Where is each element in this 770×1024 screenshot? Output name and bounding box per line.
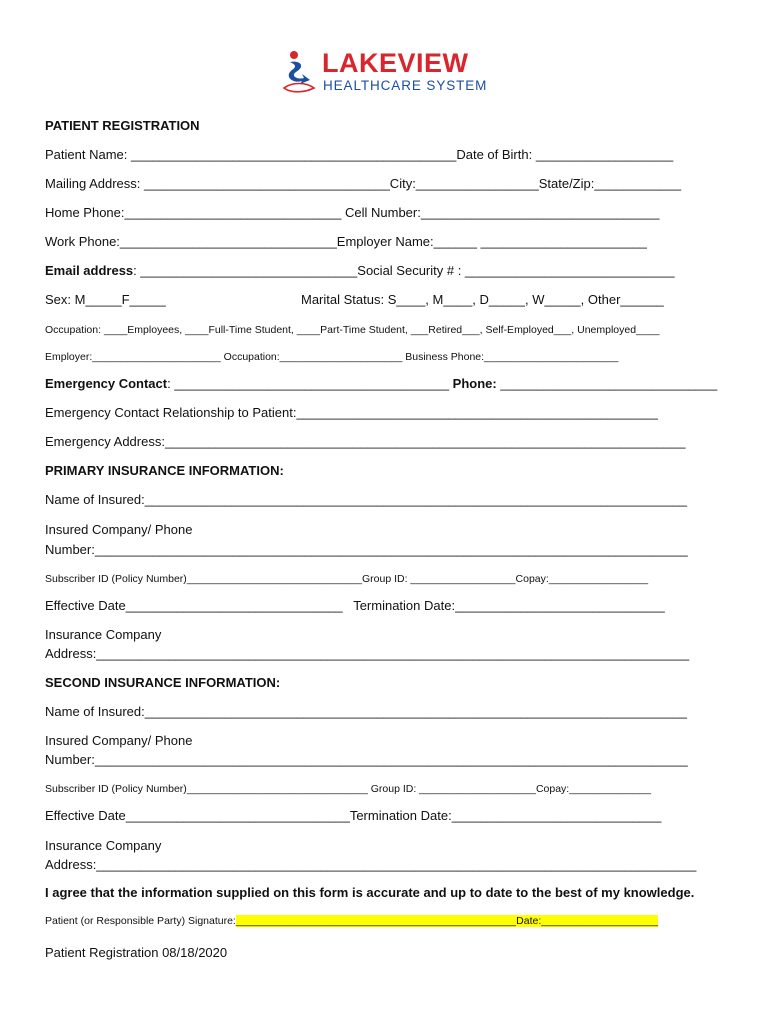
second-company-phone-field[interactable]: Number:__________________________________________________________________________________ [45,752,688,767]
second-company-phone-label: Insured Company/ Phone [45,733,193,748]
signature-line[interactable]: ________________________________________________ [235,915,517,927]
agreement-statement: I agree that the information supplied on this form is accurate and up to date to the best of my knowledge. [45,885,695,900]
sex-field[interactable]: Sex: M_____F_____ [45,292,166,307]
emergency-contact-field[interactable] [45,376,717,392]
home-phone-field[interactable]: Home Phone:______________________________ Cell Number:_________________________________ [45,205,660,220]
date-line[interactable]: ____________________ [541,915,659,927]
lakeview-logo [280,48,510,100]
primary-insurance-address-label: Insurance Company [45,627,162,642]
date-label: Date: [516,915,542,927]
person-swoosh-icon [280,48,320,98]
patient-name-field[interactable]: Patient Name: _____________________________________________Date of Birth: ___________________ [45,147,674,162]
second-name-insured-field[interactable]: Name of Insured:___________________________________________________________________________ [45,704,687,719]
primary-company-phone-field[interactable]: Number:__________________________________________________________________________________ [45,542,688,557]
occupation-options-field[interactable]: Occupation: ____Employees, ____Full-Time Student, ____Part-Time Student, ___Retired___, Self-Employed___, Unemployed____ [45,324,660,336]
primary-insurance-heading: PRIMARY INSURANCE INFORMATION: [45,463,284,478]
phone-label: Phone: [452,376,497,391]
second-insurance-address-label: Insurance Company [45,838,162,853]
second-insurance-address-field[interactable]: Address:___________________________________________________________________________________ [45,857,697,872]
logo-subtitle: HEALTHCARE SYSTEM [323,78,488,93]
second-insurance-heading: SECOND INSURANCE INFORMATION: [45,675,281,690]
primary-insurance-address-field[interactable]: Address:__________________________________________________________________________________ [45,646,690,661]
employer-field[interactable]: Employer:______________________ Occupation:_____________________ Business Phone:_______________________ [45,351,619,363]
primary-subscriber-field[interactable]: Subscriber ID (Policy Number)______________________________Group ID: __________________Copay:_________________ [45,573,649,585]
email-label: Email address [45,263,134,278]
email-ssn-field[interactable] [45,263,675,279]
primary-company-phone-label: Insured Company/ Phone [45,522,193,537]
signature-label: Patient (or Responsible Party) Signature: [45,915,236,927]
signature-row[interactable] [45,913,658,929]
second-effective-date-field[interactable]: Effective Date_______________________________Termination Date:_____________________________ [45,808,662,823]
second-subscriber-field[interactable]: Subscriber ID (Policy Number)_______________________________ Group ID: ____________________Copay:______________ [45,783,651,795]
email-ssn-blank[interactable]: : ______________________________Social Security # : _____________________________ [133,263,675,278]
form-title: PATIENT REGISTRATION [45,118,200,133]
marital-status-field[interactable]: Marital Status: S____, M____, D_____, W_____, Other______ [301,292,664,307]
footer-version: Patient Registration 08/18/2020 [45,945,228,960]
emergency-contact-blank[interactable]: : ______________________________________ [167,376,453,391]
phone-blank[interactable]: ______________________________ [496,376,718,391]
primary-name-insured-field[interactable]: Name of Insured:___________________________________________________________________________ [45,492,687,507]
emergency-contact-label: Emergency Contact [45,376,168,391]
primary-effective-date-field[interactable]: Effective Date______________________________ Termination Date:_____________________________ [45,598,665,613]
emergency-address-field[interactable]: Emergency Address:________________________________________________________________________ [45,434,686,449]
work-phone-field[interactable]: Work Phone:______________________________Employer Name:______ _______________________ [45,234,647,249]
emergency-relationship-field[interactable]: Emergency Contact Relationship to Patient:__________________________________________________ [45,405,658,420]
logo-title: LAKEVIEW [322,48,469,78]
mailing-address-field[interactable]: Mailing Address: __________________________________City:_________________State/Zip:____________ [45,176,682,191]
